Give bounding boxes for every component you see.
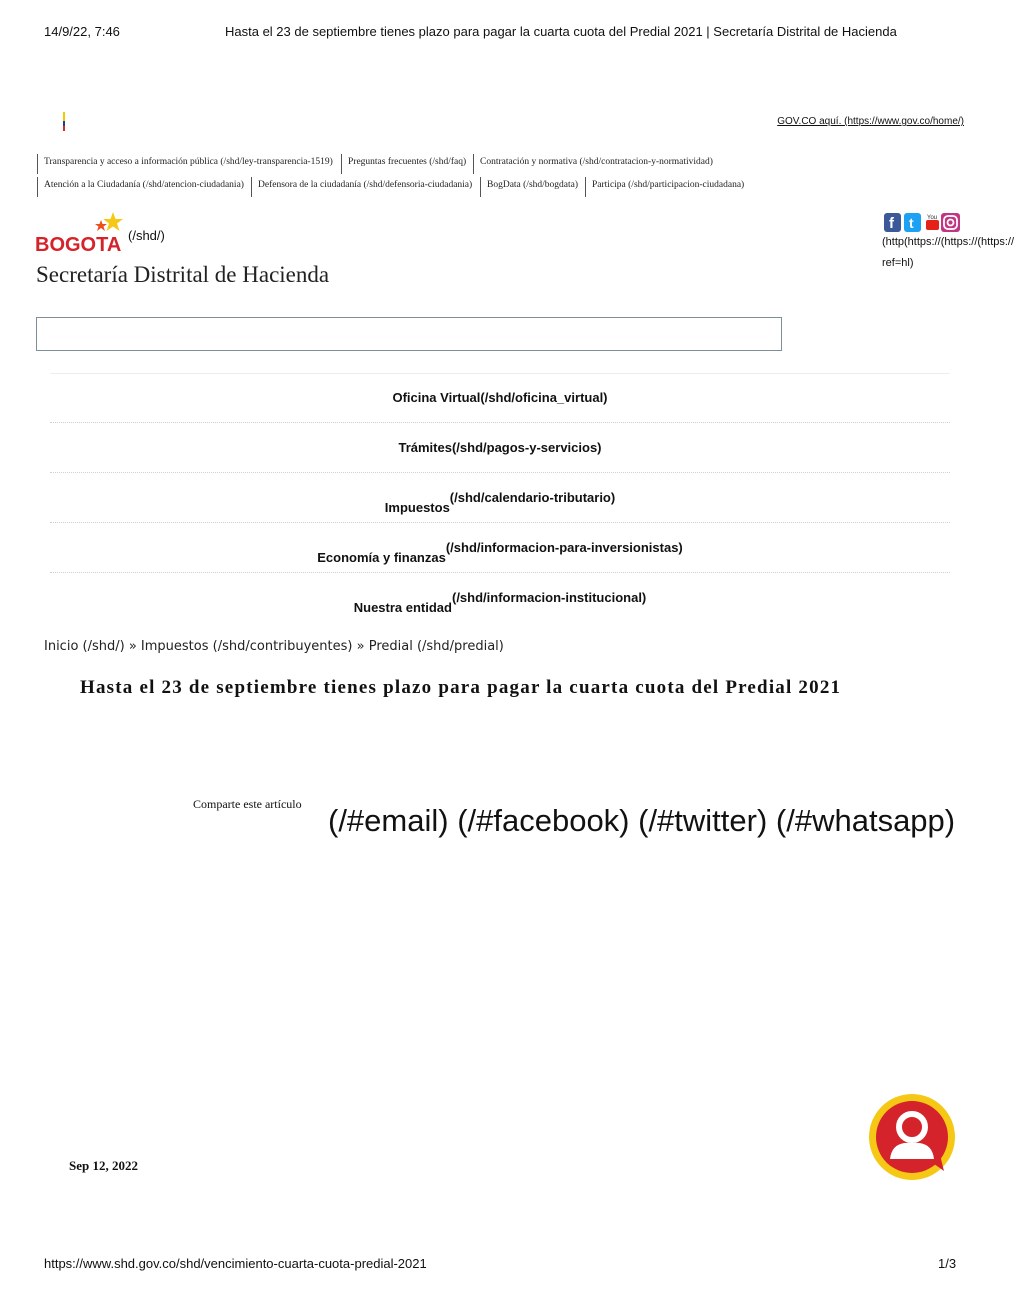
share-label: Comparte este artículo <box>193 797 302 811</box>
print-page-title: Hasta el 23 de septiembre tienes plazo para pagar la cuarta cuota del Predial 2021 | Secretaría Distrital de Hacienda <box>225 24 897 39</box>
menu-item-link: (/shd/informacion-institucional) <box>451 590 647 605</box>
svg-text:t: t <box>909 215 914 231</box>
link-contratacion[interactable]: Contratación y normativa (/shd/contratacion-y-normatividad) <box>473 154 719 174</box>
print-datetime: 14/9/22, 7:46 <box>44 24 120 39</box>
print-page-number: 1/3 <box>938 1256 957 1271</box>
site-title: Secretaría Distrital de Hacienda <box>36 262 330 287</box>
link-atencion-ciudadania[interactable]: Atención a la Ciudadanía (/shd/atencion-ciudadania) <box>37 177 250 197</box>
breadcrumb[interactable]: Inicio (/shd/) » Impuestos (/shd/contribuyentes) » Predial (/shd/predial) <box>44 639 504 654</box>
menu-item-impuestos[interactable] <box>50 473 950 523</box>
instagram-icon[interactable] <box>941 213 960 232</box>
menu-item-label: Trámites <box>398 440 452 455</box>
link-preguntas-frecuentes[interactable]: Preguntas frecuentes (/shd/faq) <box>341 154 472 174</box>
link-transparencia[interactable]: Transparencia y acceso a información pública (/shd/ley-transparencia-1519) <box>37 154 339 174</box>
share-links[interactable]: (/#email) (/#facebook) (/#twitter) (/#whatsapp) <box>328 803 956 838</box>
twitter-icon[interactable] <box>904 213 921 232</box>
link-defensora[interactable]: Defensora de la ciudadanía (/shd/defensoria-ciudadania) <box>251 177 478 197</box>
menu-item-economia[interactable] <box>50 523 950 573</box>
bogota-logo[interactable] <box>35 210 127 260</box>
govco-link[interactable]: GOV.CO aquí. (https://www.gov.co/home/) <box>777 116 964 127</box>
print-url: https://www.shd.gov.co/shd/vencimiento-cuarta-cuota-predial-2021 <box>44 1256 427 1271</box>
youtube-icon[interactable] <box>924 213 941 232</box>
user-chat-icon[interactable] <box>868 1093 956 1181</box>
menu-item-link: (/shd/oficina_virtual) <box>480 390 608 405</box>
article-title: Hasta el 23 de septiembre tienes plazo para pagar la cuarta cuota del Predial 2021 <box>80 677 842 698</box>
svg-text:f: f <box>889 215 894 232</box>
svg-text:BOGOTA: BOGOTA <box>35 234 122 256</box>
article-date: Sep 12, 2022 <box>69 1158 138 1173</box>
menu-item-link: (/shd/pagos-y-servicios) <box>451 440 602 455</box>
menu-item-label: Impuestos <box>384 500 450 515</box>
logo-home-link[interactable]: (/shd/) <box>128 228 165 243</box>
menu-item-link: (/shd/calendario-tributario) <box>449 490 616 505</box>
menu-item-oficina-virtual[interactable] <box>50 373 950 423</box>
social-links-text-tail: ref=hl) <box>882 257 914 269</box>
colombia-flag-icon <box>63 112 65 131</box>
facebook-icon[interactable] <box>884 213 901 232</box>
menu-item-nuestra-entidad[interactable] <box>50 573 950 622</box>
menu-item-link: (/shd/informacion-para-inversionistas) <box>445 540 683 555</box>
search-input[interactable] <box>36 317 782 351</box>
menu-item-label: Oficina Virtual <box>392 390 481 405</box>
link-participa[interactable]: Participa (/shd/participacion-ciudadana) <box>585 177 750 197</box>
menu-item-label: Nuestra entidad <box>353 600 452 615</box>
svg-text:You: You <box>927 215 938 221</box>
menu-item-tramites[interactable] <box>50 423 950 473</box>
social-links-text[interactable]: (http(https://(https://(https:// <box>882 236 1014 248</box>
menu-item-label: Economía y finanzas <box>317 550 446 565</box>
link-bogdata[interactable]: BogData (/shd/bogdata) <box>480 177 584 197</box>
